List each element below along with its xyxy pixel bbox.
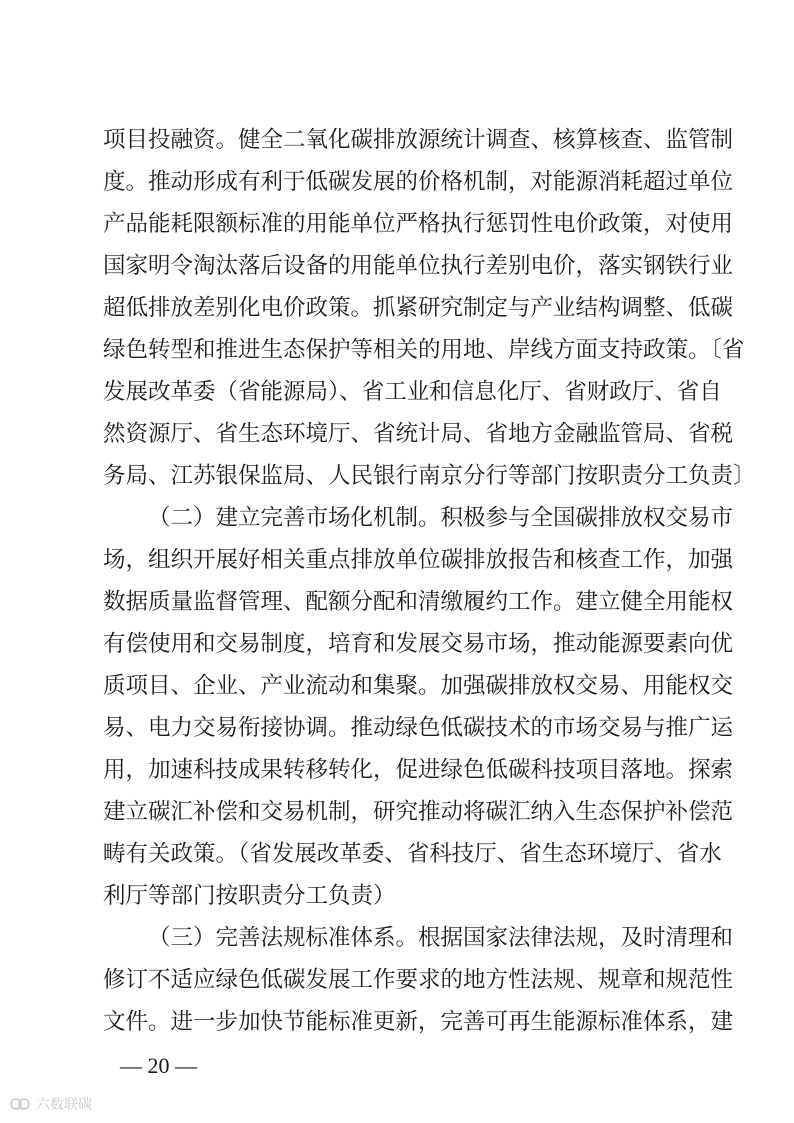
watermark [10, 1094, 92, 1114]
text-line: 超低排放差别化电价政策。抓紧研究制定与产业结构调整、低碳 [103, 295, 734, 321]
page-number: — 20 — [120, 1053, 197, 1078]
text-line: 度。推动形成有利于低碳发展的价格机制，对能源消耗超过单位 [103, 169, 734, 195]
text-line: 国家明令淘汰落后设备的用能单位执行差别电价，落实钢铁行业 [103, 253, 734, 279]
text-line: 产品能耗限额标准的用能单位严格执行惩罚性电价政策，对使用 [103, 211, 734, 237]
text-line: 修订不适应绿色低碳发展工作要求的地方性法规、规章和规范性 [103, 967, 734, 993]
text-line: 建立碳汇补偿和交易机制，研究推动将碳汇纳入生态保护补偿范 [103, 799, 734, 825]
text-line: 然资源厅、省生态环境厅、省统计局、省地方金融监管局、省税 [103, 421, 734, 447]
text-line: 有偿使用和交易制度，培育和发展交易市场，推动能源要素向优 [103, 631, 734, 657]
text-line: 发展改革委（省能源局）、省工业和信息化厅、省财政厅、省自 [103, 379, 722, 405]
watermark-logo-icon [10, 1096, 32, 1112]
text-line: 文件。进一步加快节能标准更新，完善可再生能源标准体系，建 [103, 1009, 734, 1035]
text-line: 务局、江苏银保监局、人民银行南京分行等部门按职责分工负责〕 [103, 463, 756, 489]
text-line: 数据质量监督管理、配额分配和清缴履约工作。建立健全用能权 [103, 589, 734, 615]
text-line: 易、电力交易衔接协调。推动绿色低碳技术的市场交易与推广运 [103, 715, 734, 741]
section-heading-line: （三）完善法规标准体系。根据国家法律法规，及时清理和 [148, 925, 734, 951]
text-line: 场，组织开展好相关重点排放单位碳排放报告和核查工作，加强 [103, 547, 734, 573]
text-line: 用，加速科技成果转移转化，促进绿色低碳科技项目落地。探索 [103, 757, 734, 783]
text-line: 利厅等部门按职责分工负责） [103, 883, 396, 909]
text-line: 质项目、企业、产业流动和集聚。加强碳排放权交易、用能权交 [103, 673, 734, 699]
watermark-text: 六数联碳 [36, 1097, 92, 1113]
text-line: 绿色转型和推进生态保护等相关的用地、岸线方面支持政策。〔省 [103, 337, 745, 363]
section-heading-line: （二）建立完善市场化机制。积极参与全国碳排放权交易市 [148, 505, 734, 531]
text-line: 项目投融资。健全二氧化碳排放源统计调查、核算核查、监管制 [103, 127, 734, 153]
text-line: 畴有关政策。（省发展改革委、省科技厅、省生态环境厅、省水 [103, 841, 722, 867]
